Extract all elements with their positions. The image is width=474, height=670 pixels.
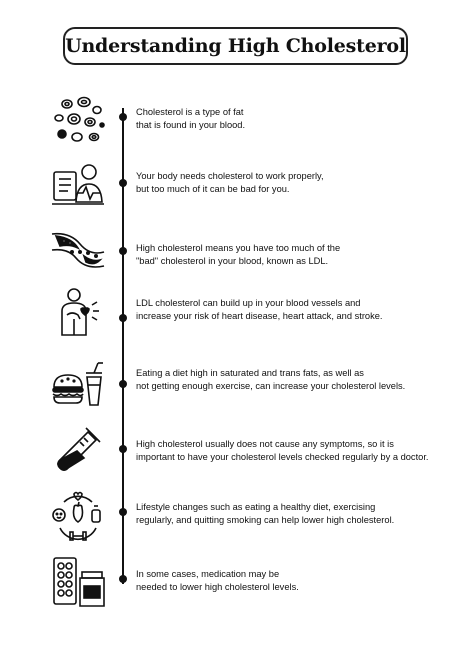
timeline-dot: [119, 113, 127, 121]
timeline-item: [0, 552, 474, 612]
cholesterol-particles-icon: [50, 92, 106, 148]
item-text-line: Cholesterol is a type of fat: [136, 107, 244, 117]
timeline-item: [0, 285, 474, 345]
page-title: Understanding High Cholesterol: [65, 35, 406, 57]
fast-food-icon: [50, 359, 106, 415]
item-text-line: needed to lower high cholesterol levels.: [136, 581, 299, 592]
item-text: [136, 106, 466, 131]
item-text-line: Your body needs cholesterol to work properly,: [136, 171, 324, 181]
item-text-line: increase your risk of heart disease, heart attack, and stroke.: [136, 310, 383, 321]
timeline-dot: [119, 575, 127, 583]
item-text: [136, 367, 466, 392]
healthy-lifestyle-icon: [50, 488, 106, 544]
blocked-artery-icon: [50, 222, 106, 278]
timeline-dot: [119, 445, 127, 453]
item-text-line: Lifestyle changes such as eating a healthy diet, exercising: [136, 502, 376, 512]
item-text: [136, 242, 466, 267]
timeline-dot: [119, 247, 127, 255]
medication-icon: [50, 554, 106, 610]
item-text-line: "bad" cholesterol in your blood, known as LDL.: [136, 255, 329, 266]
item-text-line: not getting enough exercise, can increase your cholesterol levels.: [136, 380, 406, 391]
timeline-dot: [119, 380, 127, 388]
item-text: [136, 501, 466, 526]
timeline-dot: [119, 179, 127, 187]
item-text-line: High cholesterol means you have too much of the: [136, 243, 341, 253]
timeline-item: [0, 88, 474, 148]
timeline-item: [0, 220, 474, 280]
timeline-dot: [119, 314, 127, 322]
timeline-dot: [119, 508, 127, 516]
title-box: [63, 27, 408, 65]
item-text: [136, 297, 466, 322]
item-text-line: that is found in your blood.: [136, 119, 246, 130]
item-text: [136, 568, 466, 593]
item-text-line: In some cases, medication may be: [136, 569, 280, 579]
item-text-line: but too much of it can be bad for you.: [136, 183, 290, 194]
item-text: [136, 170, 466, 195]
item-text-line: important to have your cholesterol levels checked regularly by a doctor.: [136, 451, 429, 462]
item-text-line: Eating a diet high in saturated and trans fats, as well as: [136, 368, 364, 378]
timeline-item: [0, 420, 474, 480]
blood-test-tube-icon: [50, 422, 106, 478]
item-text: [136, 438, 466, 463]
timeline-item: [0, 156, 474, 216]
item-text-line: High cholesterol usually does not cause any symptoms, so it is: [136, 439, 394, 449]
doctor-heart-monitor-icon: [50, 158, 106, 214]
timeline-item: [0, 485, 474, 545]
item-text-line: LDL cholesterol can build up in your blood vessels and: [136, 298, 361, 308]
timeline-item: [0, 355, 474, 415]
chest-pain-person-icon: [50, 285, 106, 341]
item-text-line: regularly, and quitting smoking can help lower high cholesterol.: [136, 514, 395, 525]
